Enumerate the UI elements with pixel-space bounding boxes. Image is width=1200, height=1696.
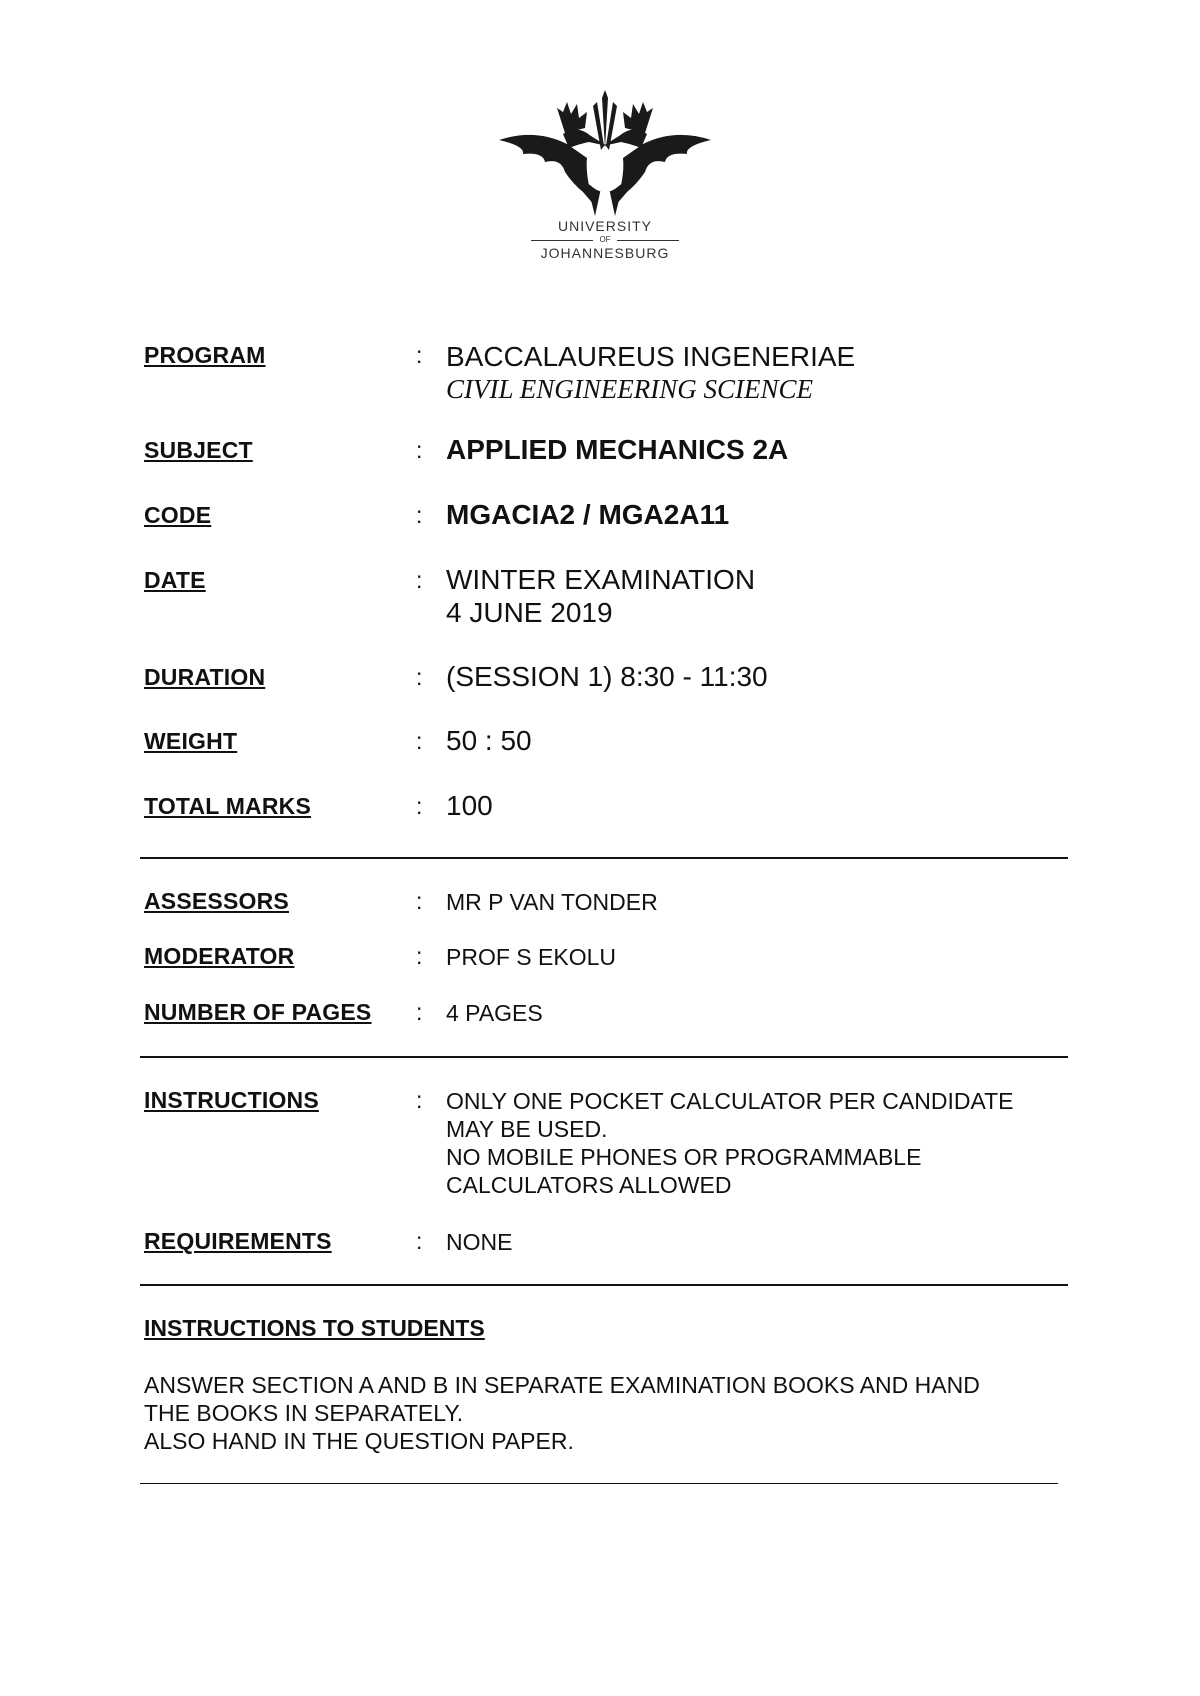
program-specialisation: CIVIL ENGINEERING SCIENCE (446, 374, 813, 404)
moderator-value: PROF S EKOLU (446, 944, 616, 970)
code-colon: : (416, 502, 423, 528)
total-marks-colon: : (416, 793, 423, 819)
field-assessors (144, 888, 1074, 918)
date-value (446, 563, 755, 629)
field-code (144, 498, 1074, 534)
field-program (144, 340, 1074, 406)
program-colon: : (416, 342, 423, 368)
date-label: DATE (144, 567, 206, 593)
field-moderator (144, 943, 1074, 973)
requirements-label: REQUIREMENTS (144, 1228, 332, 1254)
assessors-colon: : (416, 888, 423, 914)
total-marks-label: TOTAL MARKS (144, 793, 312, 819)
requirements-value: NONE (446, 1229, 513, 1255)
field-requirements (144, 1228, 1074, 1258)
date-day: 4 JUNE 2019 (446, 597, 613, 628)
duration-value: (SESSION 1) 8:30 - 11:30 (446, 661, 768, 692)
logo-text-university: UNIVERSITY (557, 218, 652, 234)
field-date (144, 563, 1074, 631)
date-exam-type: WINTER EXAMINATION (446, 564, 756, 595)
subject-label: SUBJECT (144, 437, 253, 463)
weight-value: 50 : 50 (446, 725, 532, 756)
pages-colon: : (416, 999, 423, 1025)
students-instructions (144, 1371, 1074, 1455)
pages-label: NUMBER OF PAGES (144, 999, 372, 1025)
requirements-colon: : (416, 1228, 423, 1254)
field-subject (144, 433, 1074, 469)
hoopoe-birds-crest-icon (495, 88, 715, 218)
students-line: THE BOOKS IN SEPARATELY. (144, 1400, 464, 1426)
instructions-line: CALCULATORS ALLOWED (446, 1172, 732, 1198)
program-label: PROGRAM (144, 342, 266, 368)
divider-2 (140, 1056, 1068, 1058)
program-name: BACCALAUREUS INGENERIAE (446, 341, 856, 372)
subject-value: APPLIED MECHANICS 2A (446, 434, 789, 465)
weight-label: WEIGHT (144, 728, 238, 754)
total-marks-value: 100 (446, 790, 493, 821)
duration-colon: : (416, 664, 423, 690)
instructions-colon: : (416, 1087, 423, 1113)
instructions-line: NO MOBILE PHONES OR PROGRAMMABLE (446, 1144, 922, 1170)
duration-label: DURATION (144, 664, 266, 690)
students-line: ANSWER SECTION A AND B IN SEPARATE EXAMINATION BOOKS AND HAND (144, 1372, 980, 1398)
field-total-marks (144, 789, 1074, 825)
assessors-label: ASSESSORS (144, 888, 289, 914)
subject-colon: : (416, 437, 423, 463)
logo-text-johannesburg: JOHANNESBURG (540, 245, 670, 261)
instructions-line: ONLY ONE POCKET CALCULATOR PER CANDIDATE (446, 1088, 1014, 1114)
divider-3 (140, 1284, 1068, 1286)
logo-text-of (490, 235, 720, 245)
program-value (446, 340, 855, 406)
date-colon: : (416, 567, 423, 593)
divider-4 (140, 1483, 1058, 1484)
logo-of-word: OF (599, 235, 611, 244)
instructions-label: INSTRUCTIONS (144, 1087, 319, 1113)
field-duration (144, 660, 1074, 696)
field-instructions (144, 1087, 1074, 1203)
university-logo (490, 88, 720, 278)
students-line: ALSO HAND IN THE QUESTION PAPER. (144, 1428, 574, 1454)
moderator-colon: : (416, 943, 423, 969)
code-label: CODE (144, 502, 212, 528)
moderator-label: MODERATOR (144, 943, 295, 969)
field-weight (144, 724, 1074, 760)
code-value: MGACIA2 / MGA2A11 (446, 499, 730, 530)
pages-value: 4 PAGES (446, 1000, 543, 1026)
divider-1 (140, 857, 1068, 859)
instructions-line: MAY BE USED. (446, 1116, 608, 1142)
field-number-of-pages (144, 999, 1074, 1029)
weight-colon: : (416, 728, 423, 754)
assessors-value: MR P VAN TONDER (446, 889, 658, 915)
instructions-value (446, 1087, 1013, 1199)
students-heading: INSTRUCTIONS TO STUDENTS (144, 1315, 485, 1341)
